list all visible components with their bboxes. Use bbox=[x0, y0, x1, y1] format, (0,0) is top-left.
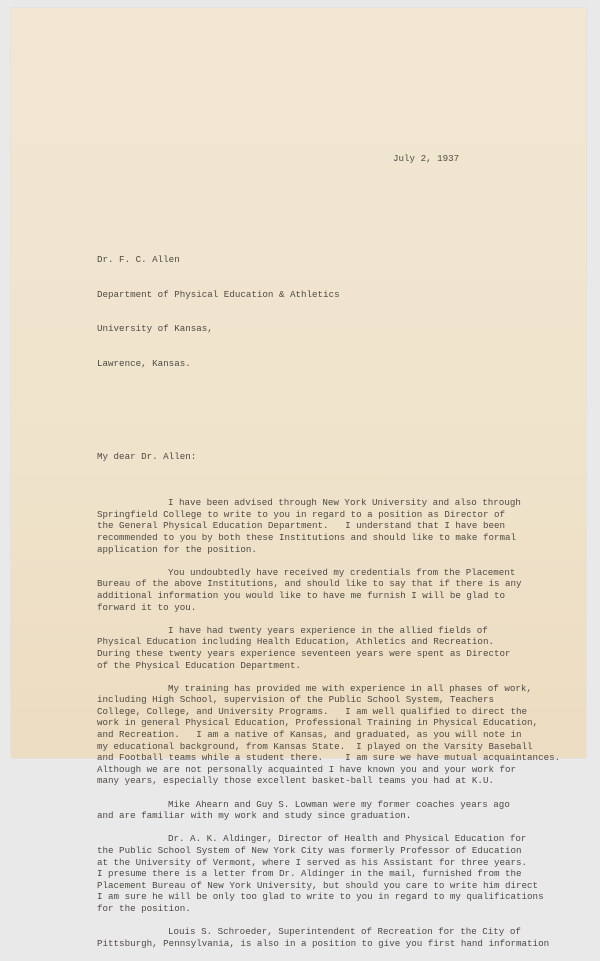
paragraph-line: During these twenty years experience seventeen years were spent as Director bbox=[97, 647, 511, 659]
address-line: University of Kansas, bbox=[97, 323, 213, 335]
salutation: My dear Dr. Allen: bbox=[97, 450, 197, 462]
paragraph-line: my educational background, from Kansas State. I played on the Varsity Baseball bbox=[97, 740, 533, 752]
paragraphs bbox=[97, 486, 577, 950]
paragraph bbox=[97, 567, 577, 613]
spacer bbox=[97, 787, 577, 799]
paragraph-line: additional information you would like to have me furnish I will be glad to bbox=[97, 589, 505, 601]
spacer bbox=[97, 486, 577, 498]
paragraph-line: College, College, and University Programs. I am well qualified to direct the bbox=[97, 705, 528, 717]
paragraph-line: Bureau of the above Institutions, and should like to say that if there is any bbox=[97, 578, 522, 590]
address-line: Department of Physical Education & Athletics bbox=[97, 288, 340, 300]
paragraph-line: application for the position. bbox=[97, 543, 257, 555]
paragraph-line: and Recreation. I am a native of Kansas, and graduated, as you will note in bbox=[97, 729, 522, 741]
paragraph-line: many years, especially those excellent basket-ball teams you had at K.U. bbox=[97, 775, 494, 787]
spacer bbox=[97, 555, 577, 567]
paragraph-line: Physical Education including Health Education, Athletics and Recreation. bbox=[97, 636, 494, 648]
paragraph-line: at the University of Vermont, where I served as his Assistant for three years. bbox=[97, 856, 528, 868]
paragraph-line: Pittsburgh, Pennsylvania, is also in a position to give you first hand information bbox=[97, 937, 550, 949]
address-line: Dr. F. C. Allen bbox=[97, 253, 180, 265]
paragraph-line: for the position. bbox=[97, 902, 191, 914]
paragraph-line: Placement Bureau of New York University, but should you care to write him direct bbox=[97, 879, 539, 891]
recipient-address bbox=[97, 231, 577, 393]
spacer bbox=[97, 915, 577, 927]
paragraph-line: the General Physical Education Department. I understand that I have been bbox=[97, 520, 505, 532]
letter-body bbox=[97, 130, 577, 961]
paragraph-line: Dr. A. K. Aldinger, Director of Health and Physical Education for bbox=[168, 833, 527, 845]
spacer bbox=[97, 416, 577, 428]
paragraph-line: I am sure he will be only too glad to write to you in regard to my qualifications bbox=[97, 891, 544, 903]
paragraph-line: and are familiar with my work and study since graduation. bbox=[97, 810, 412, 822]
paragraph bbox=[97, 683, 577, 787]
paragraph-line: Springfield College to write to you in regard to a position as Director of bbox=[97, 508, 505, 520]
paragraph bbox=[97, 799, 577, 822]
paragraph-line: of the Physical Education Department. bbox=[97, 659, 301, 671]
paragraph-line: forward it to you. bbox=[97, 601, 197, 613]
paragraph-line: My training has provided me with experience in all phases of work, bbox=[168, 682, 532, 694]
paragraph-line: work in general Physical Education, Professional Training in Physical Education, bbox=[97, 717, 539, 729]
paragraph bbox=[97, 926, 577, 949]
spacer bbox=[97, 188, 577, 207]
spacer bbox=[97, 613, 577, 625]
letter-date: July 2, 1937 bbox=[393, 153, 460, 165]
paragraph-line: and Football teams while a student there. I am sure we have mutual acquaintances. bbox=[97, 752, 561, 764]
paragraph-line: Mike Ahearn and Guy S. Lowman were my former coaches years ago bbox=[168, 798, 510, 810]
address-line: Lawrence, Kansas. bbox=[97, 358, 191, 370]
spacer bbox=[97, 822, 577, 834]
paragraph-line: including High School, supervision of the Public School System, Teachers bbox=[97, 694, 494, 706]
paragraph bbox=[97, 625, 577, 671]
paragraph bbox=[97, 497, 577, 555]
paragraph-line: Louis S. Schroeder, Superintendent of Recreation for the City of bbox=[168, 926, 521, 938]
spacer bbox=[97, 671, 577, 683]
paragraph-line: You undoubtedly have received my credentials from the Placement bbox=[168, 566, 516, 578]
paragraph-line: I presume there is a letter from Dr. Aldinger in the mail, furnished from the bbox=[97, 868, 522, 880]
paragraph-line: recommended to you by both these Institutions and should like to make formal bbox=[97, 531, 517, 543]
paragraph bbox=[97, 833, 577, 914]
paragraph-line: the Public School System of New York City was formerly Professor of Education bbox=[97, 845, 522, 857]
paragraph-line: I have been advised through New York University and also through bbox=[168, 497, 521, 509]
paragraph-line: I have had twenty years experience in the allied fields of bbox=[168, 624, 488, 636]
paragraph-line: Although we are not personally acquainted I have known you and your work for bbox=[97, 763, 517, 775]
